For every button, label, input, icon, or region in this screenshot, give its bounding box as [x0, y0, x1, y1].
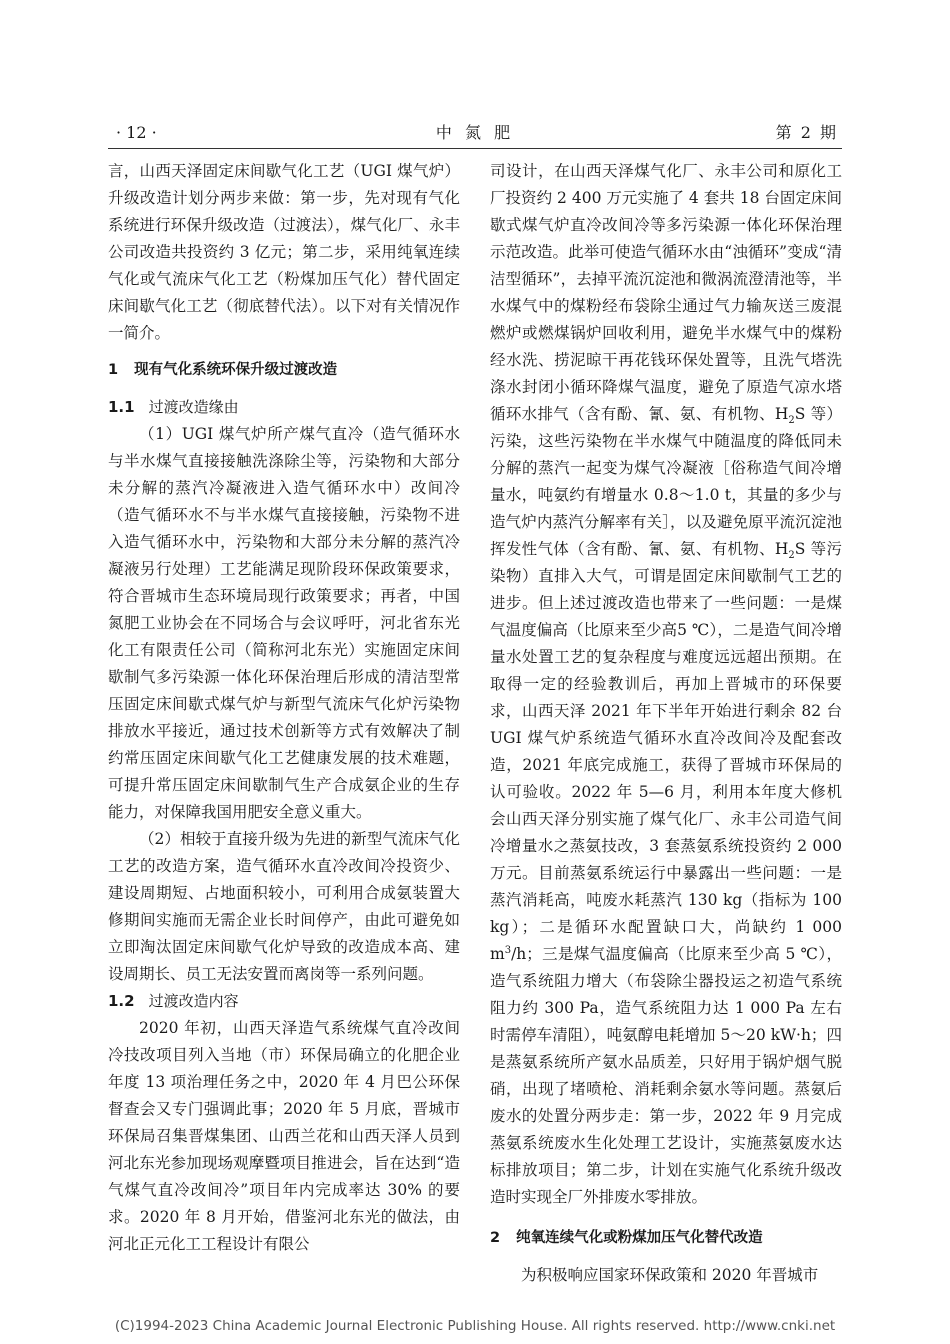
issue-number: 第 2 期	[775, 123, 838, 142]
paragraph-reason-2: （2）相较于直接升级为先进的新型气流床气化工艺的改造方案，造气循环水直冷改间冷投资少、建设周期短、占地面积较小，可利用合成氨装置大修期间实施而无需企业长时间停产，由此可避免如立即淘汰固定床间歇气化炉导致的改造成本高、建设周期长、员工无法安置而离岗等一系列问题。	[108, 830, 460, 983]
intro-paragraph: 言，山西天泽固定床间歇气化工艺（UGI 煤气炉）升级改造计划分两步来做：第一步，先对现有气化系统进行环保升级改造（过渡法），煤气化厂、永丰公司改造共投资约 3 亿元；第二步，采用纯氧连续气化或气流床气化工艺（粉煤加压气化）替代固定床间歇气化工艺（彻底替代法）。以下对有关情况作一简介。	[108, 162, 460, 342]
paragraph-content-2-part-d: /h；三是煤气温度偏高（比原来至少高 5 ℃），造气系统阻力增大（布袋除尘器投运之初造气系统阻力约 300 Pa，造气系统阻力达 1 000 Pa 左右时需停车清阻），吨氨醇电耗增加 5～20 kW·h；四是蒸氨系统所产氨水品质差，只好用于锅炉烟气脱硝，出现了堵喷枪、消耗剩余氨水等问题。蒸氨后废水的处置分两步走：第一步，2022 年 9 月完成蒸氨系统废水生化处理工艺设计，实施蒸氨废水达标排放项目；第二步，计划在实施气化系统升级改造时实现全厂外排废水零排放。	[490, 945, 842, 1206]
paragraph-reason-1: （1）UGI 煤气炉所产煤气直冷（造气循环水与半水煤气直接接触洗涤除尘等，污染物和大部分未分解的蒸汽冷凝液进入造气循环水中）改间冷（造气循环水不与半水煤气直接接触，污染物不进入造气循环水中，污染物和大部分未分解的蒸汽冷凝液另行处理）工艺能满足现阶段环保政策要求，符合晋城市生态环境局现行政策要求；再者，中国氮肥工业协会在不同场合与会议呼吁，河北省东光化工有限责任公司（简称河北东光）实施固定床间歇制气多污染源一体化环保治理后形成的清洁型常压固定床间歇式煤气炉与新型气流床气化炉污染物排放水平接近，通过技术创新等方式有效解决了制约常压固定床间歇气化工艺健康发展的技术难题，可提升常压固定床间歇制气生产合成氨企业的生存能力，对保障我国用肥安全意义重大。	[108, 425, 460, 821]
section-1-1-title: 过渡改造缘由	[148, 398, 239, 416]
right-column	[490, 158, 842, 1289]
section-1-1-number: 1.1	[108, 398, 135, 416]
h2s-subscript: 2	[788, 550, 795, 562]
h2s-subscript: 2	[788, 415, 795, 427]
left-column	[108, 158, 460, 1258]
paragraph-content-2	[490, 158, 842, 1211]
paragraph-content-1: 2020 年初，山西天泽造气系统煤气直冷改间冷技改项目列入当地（市）环保局确立的化肥企业年度 13 项治理任务之中，2020 年 4 月巴公环保督查会又专门强调此事；2020 年 5 月底，晋城市环保局召集晋煤集团、山西兰花和山西天泽人员到河北东光参加现场观摩暨项目推进会，旨在达到“造气煤气直冷改间冷”项目年内完成率达 30% 的要求。2020 年 8 月开始，借鉴河北东光的做法，由河北正元化工工程设计有限公	[108, 1019, 460, 1253]
section-1-number: 1	[108, 362, 119, 378]
section-1-2-number: 1.2	[108, 992, 135, 1010]
cubic-superscript: 3	[504, 944, 512, 956]
section-2-heading	[490, 1225, 842, 1252]
section-1-heading	[108, 357, 460, 384]
copyright-footer: (C)1994-2023 China Academic Journal Electronic Publishing House. All rights reserved. http://www.cnki.net	[114, 1318, 836, 1334]
running-header	[108, 120, 842, 146]
paragraph-section-2: 为积极响应国家环保政策和 2020 年晋城市	[521, 1266, 819, 1284]
section-1-2-title: 过渡改造内容	[148, 992, 239, 1010]
section-2-title: 纯氧连续气化或粉煤加压气化替代改造	[516, 1230, 763, 1246]
section-1-1-heading	[108, 394, 460, 421]
paragraph-content-2-part-c: S 等污染物）直排入大气，可谓是固定床间歇制气工艺的进步。但上述过渡改造也带来了一些问题：一是煤气温度偏高（比原来至少高5 ℃），二是造气间冷增量水处置工艺的复杂程度与难度远远超出预期。在取得一定的经验教训后，再加上晋城市的环保要求，山西天泽 2021 年下半年开始进行剩余 82 台 UGI 煤气炉系统造气循环水直冷改间冷及配套改造，2021 年底完成施工，获得了晋城市环保局的认可验收。2022 年 5—6 月，利用本年度大修机会山西天泽分别实施了煤气化厂、永丰公司造气间冷增量水之蒸氨技改，3 套蒸氨系统投资约 2 000 万元。目前蒸氨系统运行中暴露出一些问题：一是蒸汽消耗高，吨废水耗蒸汽 130 kg（指标为 100 kg）；二是循环水配置缺口大，尚缺约 1 000 m	[490, 540, 842, 963]
journal-name: 中 氮 肥	[435, 123, 515, 142]
paragraph-content-2-part-a: 司设计，在山西天泽煤气化厂、永丰公司和原化工厂投资约 2 400 万元实施了 4 套共 18 台固定床间歇式煤气炉直冷改间冷等多污染源一体化环保治理示范改造。此举可使造气循环水由“浊循环”变成“清洁型循环”，去掉平流沉淀池和微涡流澄清池等，半水煤气中的煤粉经布袋除尘通过气力输灰送三废混燃炉或燃煤锅炉回收利用，避免半水煤气中的煤粉经水洗、捞泥晾干再花钱环保处置等，且洗气塔洗涤水封闭小循环降煤气温度，避免了原造气凉水塔循环水排气（含有酚、氰、氨、有机物、H	[490, 162, 842, 423]
page-number: · 12 ·	[116, 123, 157, 142]
section-1-2-heading	[108, 988, 460, 1015]
section-1-title: 现有气化系统环保升级过渡改造	[134, 362, 338, 378]
section-2-number: 2	[490, 1230, 501, 1246]
header-rule	[108, 148, 842, 149]
paragraph-content-2-part-b: S 等）污染，这些污染物在半水煤气中随温度的降低同未分解的蒸汽一起变为煤气冷凝液［俗称造气间冷增量水，吨氨约有增量水 0.8～1.0 t，其量的多少与造气炉内蒸汽分解率有关］，以及避免原平流沉淀池挥发性气体（含有酚、氰、氨、有机物、H	[490, 405, 842, 558]
